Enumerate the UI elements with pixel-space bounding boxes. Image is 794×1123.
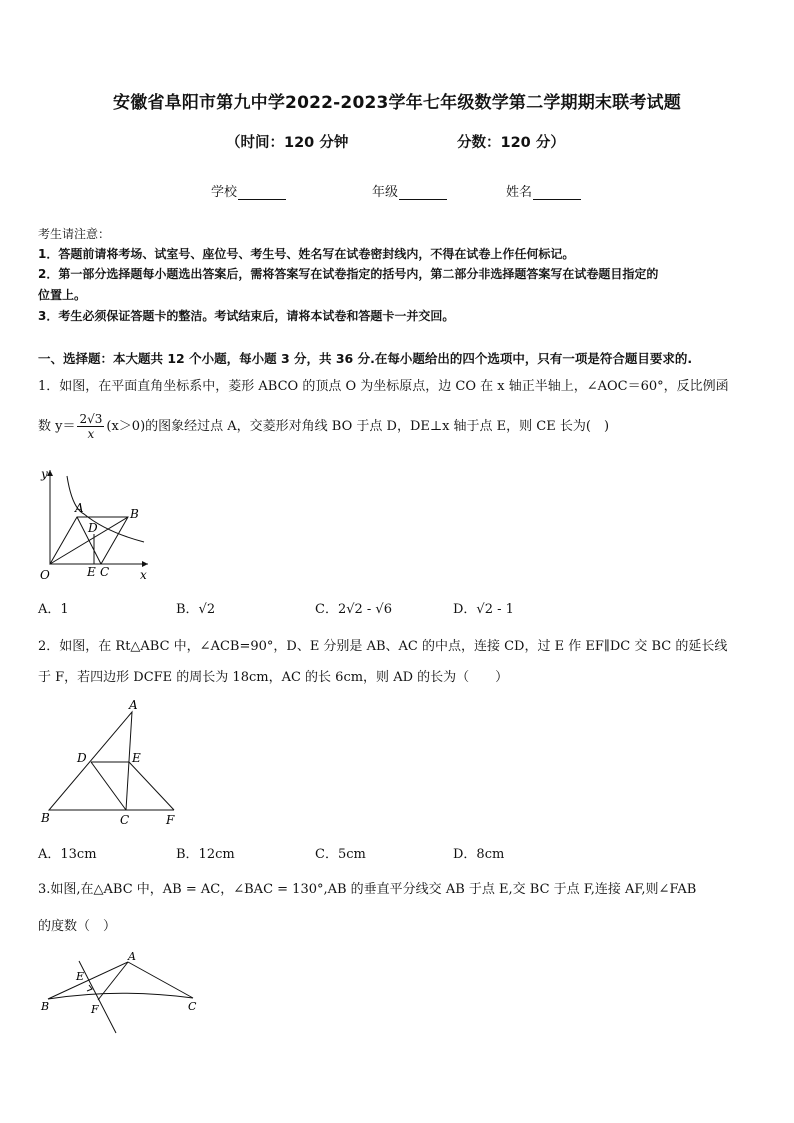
q2-option-d[interactable]: D．8cm <box>453 847 505 862</box>
q3-figure <box>38 948 208 1040</box>
q2-option-b[interactable]: B．12cm <box>176 847 235 862</box>
q1-fraction-denominator: x <box>87 427 95 441</box>
q1-label-y: y <box>41 467 48 481</box>
note-item: 3．考生必须保证答题卡的整洁。考试结束后，请将本试卷和答题卡一并交回。 <box>38 309 455 323</box>
q2-label-b: B <box>41 811 50 825</box>
q3-label-f: F <box>91 1003 99 1016</box>
school-label: 学校 <box>211 185 238 200</box>
q2-label-d: D <box>77 751 87 765</box>
note-item: 位置上。 <box>38 288 87 302</box>
q1-option-c[interactable]: C．2√2 - √6 <box>315 602 392 617</box>
name-blank[interactable] <box>533 187 581 200</box>
q1-option-a[interactable]: A．1 <box>38 602 69 617</box>
note-item: 1．答题前请将考场、试室号、座位号、考生号、姓名写在试卷密封线内，不得在试卷上作任何标记。 <box>38 247 575 261</box>
q2-option-a[interactable]: A．13cm <box>38 847 97 862</box>
q3-label-e: E <box>76 970 85 983</box>
name-field[interactable] <box>506 181 581 200</box>
notes-heading: 考生请注意： <box>38 227 111 241</box>
q2-label-e: E <box>132 751 141 765</box>
q1-fraction <box>77 412 104 441</box>
exam-score: 分数：120 分） <box>457 135 565 151</box>
q3-label-c: C <box>188 1000 197 1013</box>
q3-label-b: B <box>41 1000 50 1013</box>
q1-label-o: O <box>40 568 50 582</box>
q2-option-c[interactable]: C．5cm <box>315 847 366 862</box>
q1-figure <box>36 462 156 586</box>
q1-function-suffix: (x＞0)的图象经过点 A，交菱形对角线 BO 于点 D，DE⊥x 轴于点 E，则 CE 长为( ) <box>106 419 610 434</box>
q2-label-a: A <box>129 698 138 712</box>
q1-label-c: C <box>100 565 110 579</box>
grade-label: 年级 <box>372 185 399 200</box>
q2-text-line2: 于 F，若四边形 DCFE 的周长为 18cm，AC 的长 6cm，则 AD 的长为（ ） <box>38 670 509 685</box>
q1-label-d: D <box>88 521 98 535</box>
q1-text-line1: 1．如图，在平面直角坐标系中，菱形 ABCO 的顶点 O 为坐标原点，边 CO 在 x 轴正半轴上，∠AOC＝60°，反比例函 <box>38 379 729 394</box>
section-heading: 一、选择题：本大题共 12 个小题，每小题 3 分，共 36 分.在每小题给出的四个选项中，只有一项是符合题目要求的. <box>38 351 693 366</box>
q1-label-b: B <box>130 507 139 521</box>
q1-fraction-numerator: 2√3 <box>79 412 103 426</box>
school-field[interactable] <box>211 181 286 200</box>
q1-label-a: A <box>75 501 84 515</box>
q1-option-d[interactable]: D．√2 - 1 <box>453 602 514 617</box>
exam-time: （时间：120 分钟 <box>226 135 349 151</box>
q1-option-b[interactable]: B．√2 <box>176 602 216 617</box>
grade-blank[interactable] <box>399 187 447 200</box>
q1-function-prefix: 数 y＝ <box>38 419 76 434</box>
q2-label-c: C <box>120 813 130 827</box>
grade-field[interactable] <box>372 181 447 200</box>
q2-label-f: F <box>166 813 175 827</box>
school-blank[interactable] <box>238 187 286 200</box>
q3-text-line2: 的度数（ ） <box>38 919 117 934</box>
q1-text-line2 <box>38 412 609 441</box>
name-label: 姓名 <box>506 185 533 200</box>
q3-label-a: A <box>128 950 136 963</box>
q2-figure <box>38 696 188 828</box>
q1-label-e: E <box>87 565 96 579</box>
q1-label-x: x <box>140 568 147 582</box>
q2-text-line1: 2．如图，在 Rt△ABC 中，∠ACB=90°，D、E 分别是 AB、AC 的中点，连接 CD，过 E 作 EF∥DC 交 BC 的延长线 <box>38 639 728 654</box>
note-item: 2．第一部分选择题每小题选出答案后，需将答案写在试卷指定的括号内，第二部分非选择题答案写在试卷题目指定的 <box>38 267 659 281</box>
q3-text-line1: 3.如图,在△ABC 中，AB = AC，∠BAC = 130°,AB 的垂直平分线交 AB 于点 E,交 BC 于点 F,连接 AF,则∠FAB <box>38 882 697 897</box>
exam-title: 安徽省阜阳市第九中学2022-2023学年七年级数学第二学期期末联考试题 <box>113 93 681 113</box>
